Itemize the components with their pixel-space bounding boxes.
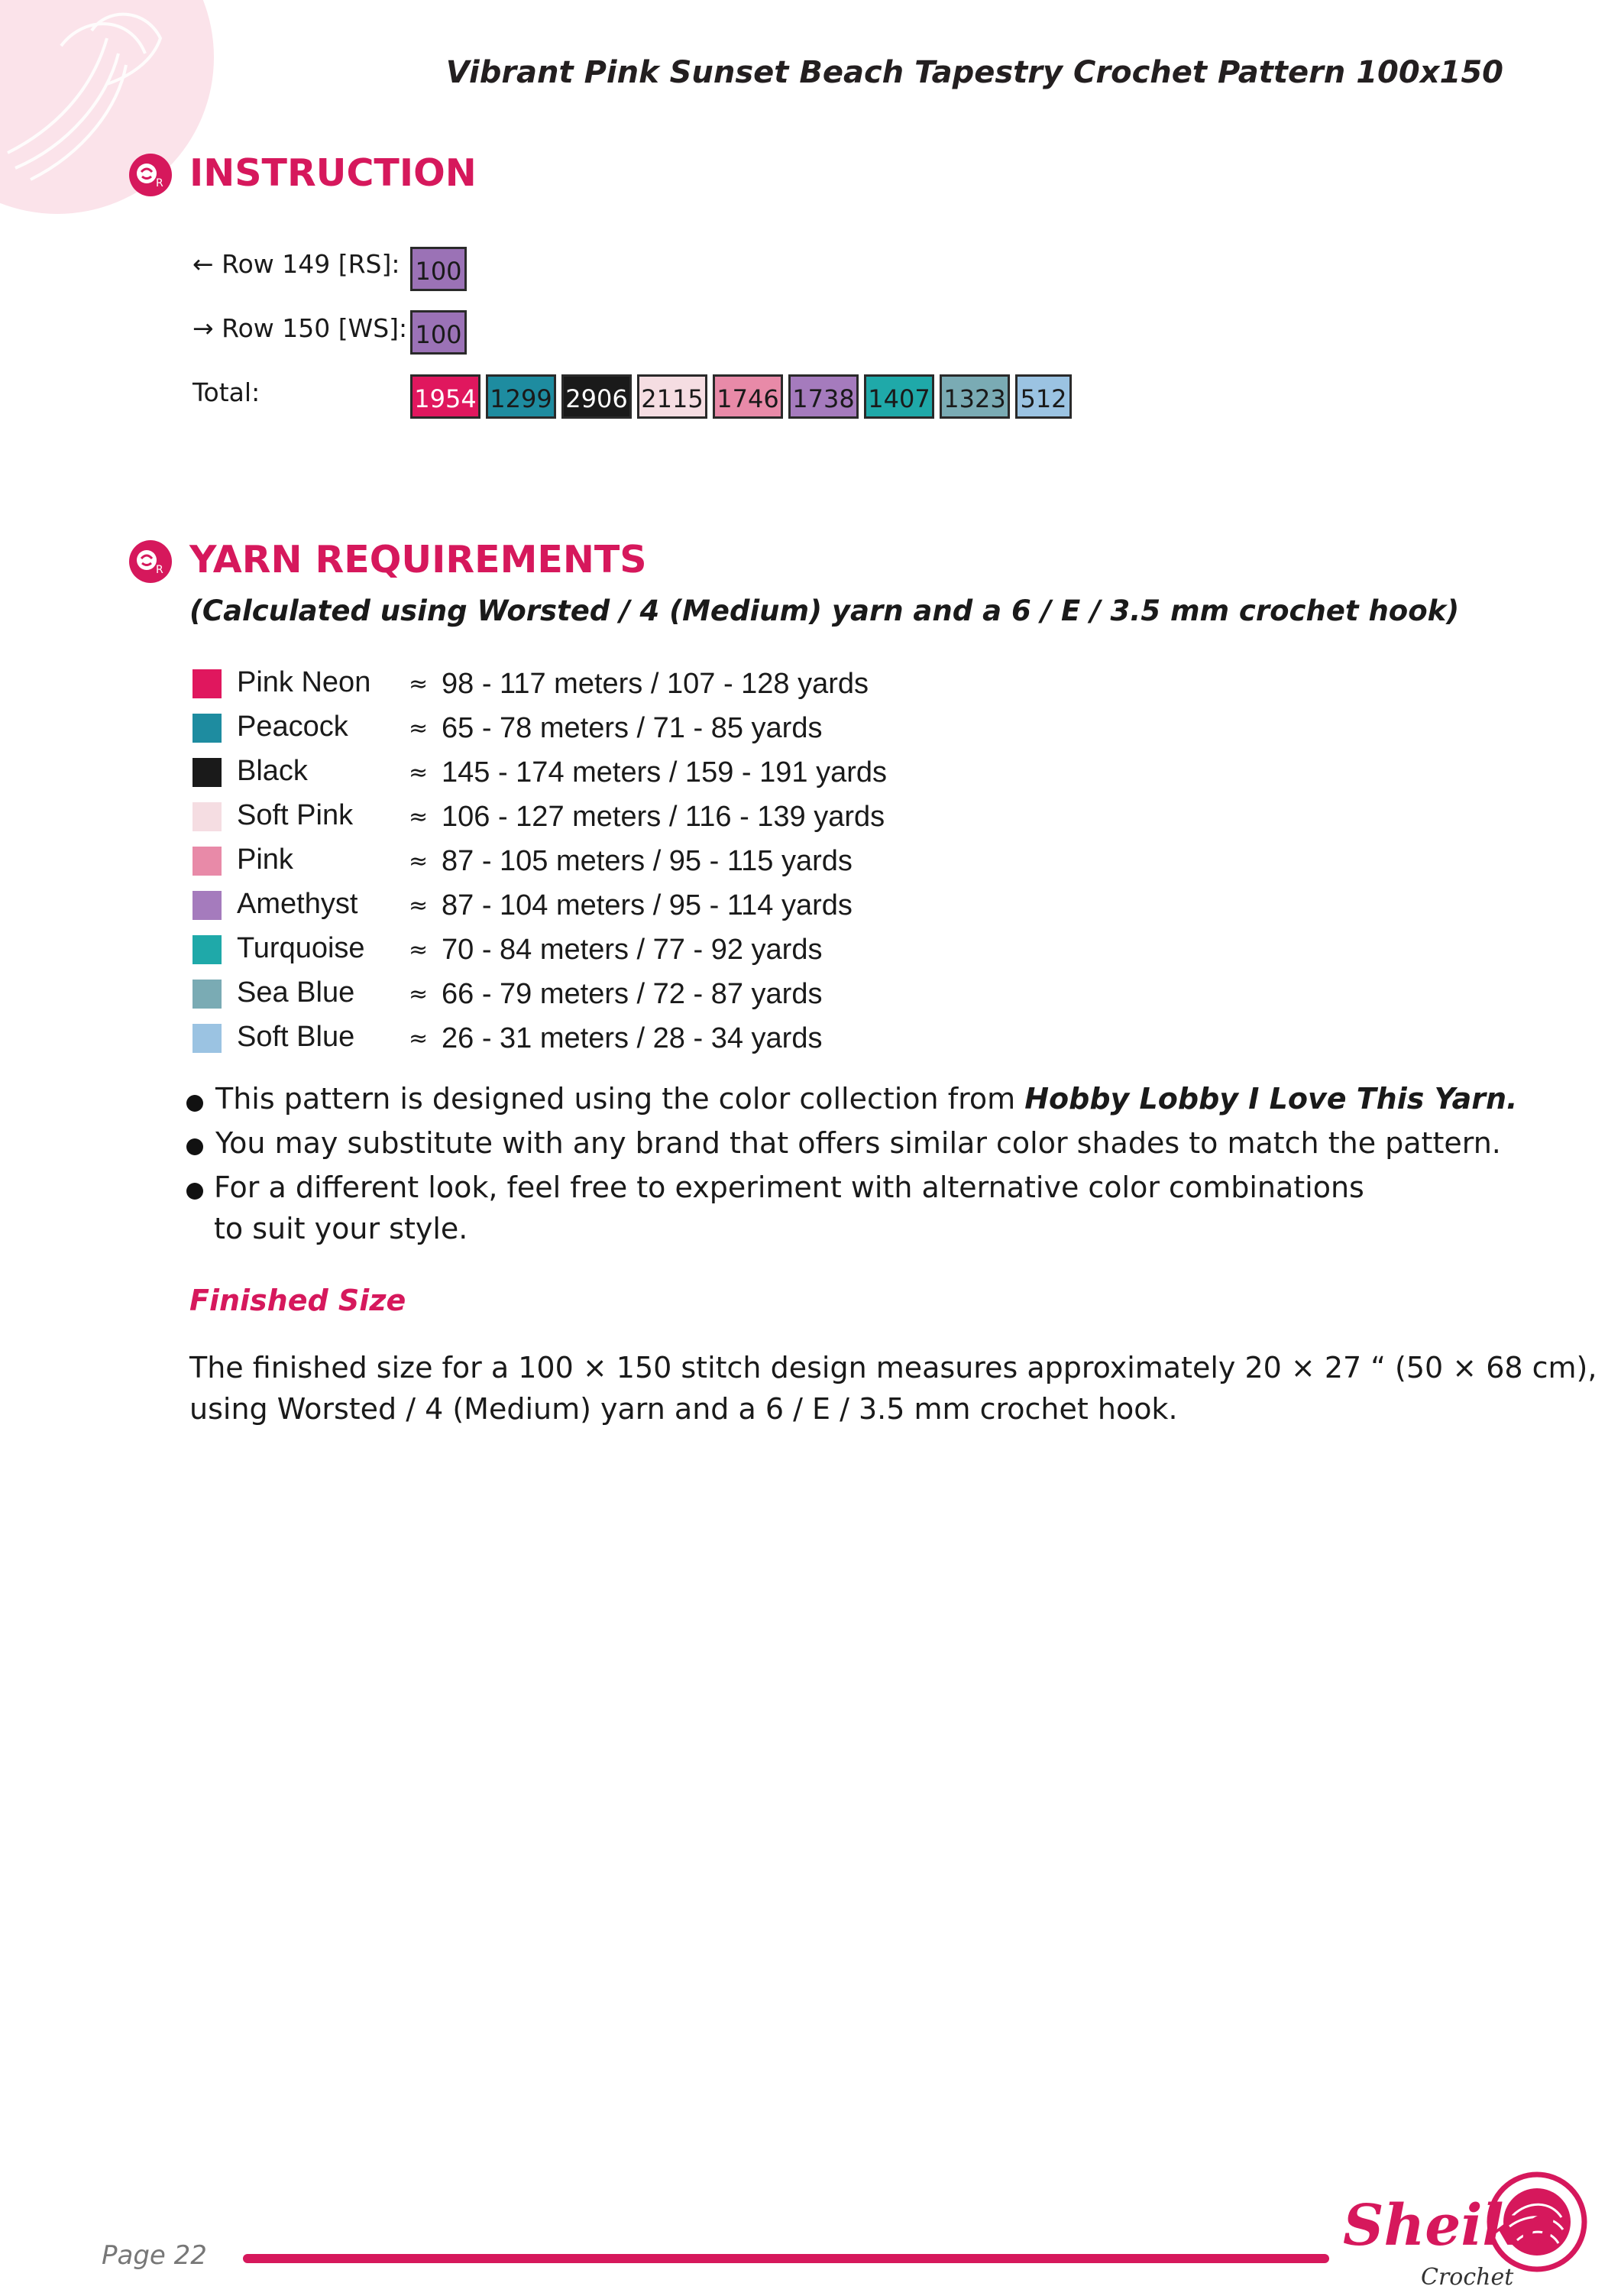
- document-title: Vibrant Pink Sunset Beach Tapestry Crochet Pattern 100x150: [445, 55, 1503, 90]
- row-149-cell: 100: [410, 247, 467, 291]
- total-cell-black: 2906: [561, 374, 632, 419]
- color-swatch: [193, 758, 222, 787]
- yarn-item: [193, 666, 1109, 703]
- finished-size-heading: Finished Size: [189, 1284, 406, 1317]
- color-swatch: [193, 980, 222, 1009]
- yarn-item: [193, 844, 1109, 880]
- yarn-amount: 87 - 104 meters / 95 - 114 yards: [442, 889, 853, 921]
- color-swatch: [193, 802, 222, 831]
- approx-symbol: ≈: [409, 937, 429, 963]
- logo-icon: [1337, 2170, 1612, 2292]
- yarn-requirements-subtitle: (Calculated using Worsted / 4 (Medium) yarn and a 6 / E / 3.5 mm crochet hook): [189, 594, 1460, 627]
- bullet-dot: [186, 1183, 203, 1200]
- total-cell-peacock: 1299: [486, 374, 556, 419]
- yarn-name: Black: [237, 755, 308, 787]
- color-swatch: [193, 669, 222, 698]
- yarn-name: Soft Pink: [237, 799, 354, 831]
- corner-yarn-decoration: [0, 0, 214, 214]
- yarn-name: Pink: [237, 844, 293, 876]
- yarn-name: Amethyst: [237, 888, 358, 920]
- note-different-look: For a different look, feel free to experiment with alternative color combinations: [214, 1171, 1364, 1204]
- yarn-amount: 145 - 174 meters / 159 - 191 yards: [442, 756, 887, 789]
- total-cell-sea-blue: 1323: [940, 374, 1010, 419]
- note-different-look-continued: to suit your style.: [214, 1212, 468, 1245]
- approx-symbol: ≈: [409, 892, 429, 919]
- total-cell-turquoise: 1407: [864, 374, 934, 419]
- approx-symbol: ≈: [409, 1025, 429, 1052]
- footer-divider: [243, 2254, 1329, 2263]
- approx-symbol: ≈: [409, 759, 429, 786]
- brand-name: Hobby Lobby I Love This Yarn.: [1024, 1082, 1518, 1116]
- yarn-item: [193, 888, 1109, 925]
- instruction-section-icon: [128, 153, 173, 201]
- svg-text:R: R: [156, 564, 163, 576]
- color-swatch: [193, 847, 222, 876]
- crochet-badge-icon: [128, 153, 173, 197]
- yarn-name: Sea Blue: [237, 976, 355, 1009]
- total-cell-soft-blue: 512: [1015, 374, 1072, 419]
- finished-size-text-line2: using Worsted / 4 (Medium) yarn and a 6 / E / 3.5 mm crochet hook.: [189, 1392, 1178, 1426]
- yarn-amount: 66 - 79 meters / 72 - 87 yards: [442, 978, 823, 1010]
- yarn-item: [193, 799, 1109, 836]
- crochet-badge-icon: [128, 539, 173, 584]
- yarn-item: [193, 1021, 1109, 1057]
- bullet-dot: [186, 1138, 203, 1155]
- page-number: Page 22: [102, 2240, 207, 2271]
- yarn-ball-icon: [0, 0, 214, 214]
- svg-text:R: R: [156, 177, 163, 189]
- total-label: Total:: [193, 377, 260, 407]
- logo-subtitle: Crochet: [1421, 2264, 1514, 2291]
- yarn-amount: 98 - 117 meters / 107 - 128 yards: [442, 668, 869, 700]
- yarn-amount: 26 - 31 meters / 28 - 34 yards: [442, 1022, 823, 1054]
- total-cell-soft-pink: 2115: [637, 374, 707, 419]
- logo-wordmark: Sheika: [1343, 2193, 1558, 2259]
- instruction-heading: INSTRUCTION: [189, 151, 477, 195]
- color-swatch: [193, 935, 222, 964]
- yarn-name: Pink Neon: [237, 666, 371, 698]
- color-swatch: [193, 714, 222, 743]
- yarn-item: [193, 976, 1109, 1013]
- yarn-amount: 87 - 105 meters / 95 - 115 yards: [442, 845, 853, 877]
- approx-symbol: ≈: [409, 981, 429, 1008]
- finished-size-text-line1: The finished size for a 100 × 150 stitch design measures approximately 20 × 27 “ (50 × 68 cm),: [189, 1351, 1597, 1384]
- yarn-item: [193, 755, 1109, 792]
- yarn-amount: 70 - 84 meters / 77 - 92 yards: [442, 934, 823, 966]
- total-cell-pink: 1746: [713, 374, 783, 419]
- yarn-section-icon: [128, 539, 173, 588]
- yarn-name: Peacock: [237, 711, 348, 743]
- row-150-label: → Row 150 [WS]:: [193, 313, 408, 343]
- yarn-name: Turquoise: [237, 932, 365, 964]
- bullet-dot: [186, 1095, 203, 1112]
- yarn-item: [193, 711, 1109, 747]
- approx-symbol: ≈: [409, 804, 429, 831]
- yarn-item: [193, 932, 1109, 969]
- row-149-label: ← Row 149 [RS]:: [193, 249, 400, 279]
- approx-symbol: ≈: [409, 715, 429, 742]
- note-substitute: You may substitute with any brand that offers similar color shades to match the pattern.: [215, 1126, 1501, 1160]
- yarn-amount: 106 - 127 meters / 116 - 139 yards: [442, 801, 885, 833]
- approx-symbol: ≈: [409, 671, 429, 698]
- yarn-requirements-heading: YARN REQUIREMENTS: [189, 538, 647, 581]
- yarn-name: Soft Blue: [237, 1021, 355, 1053]
- note-collection-text: This pattern is designed using the color collection from: [215, 1082, 1025, 1116]
- note-collection: [215, 1082, 1517, 1116]
- total-cell-pink-neon: 1954: [410, 374, 480, 419]
- color-swatch: [193, 891, 222, 920]
- yarn-amount: 65 - 78 meters / 71 - 85 yards: [442, 712, 823, 744]
- approx-symbol: ≈: [409, 848, 429, 875]
- total-cell-amethyst: 1738: [788, 374, 859, 419]
- row-150-cell: 100: [410, 310, 467, 355]
- color-swatch: [193, 1024, 222, 1053]
- sheika-crochet-logo: [1337, 2170, 1612, 2292]
